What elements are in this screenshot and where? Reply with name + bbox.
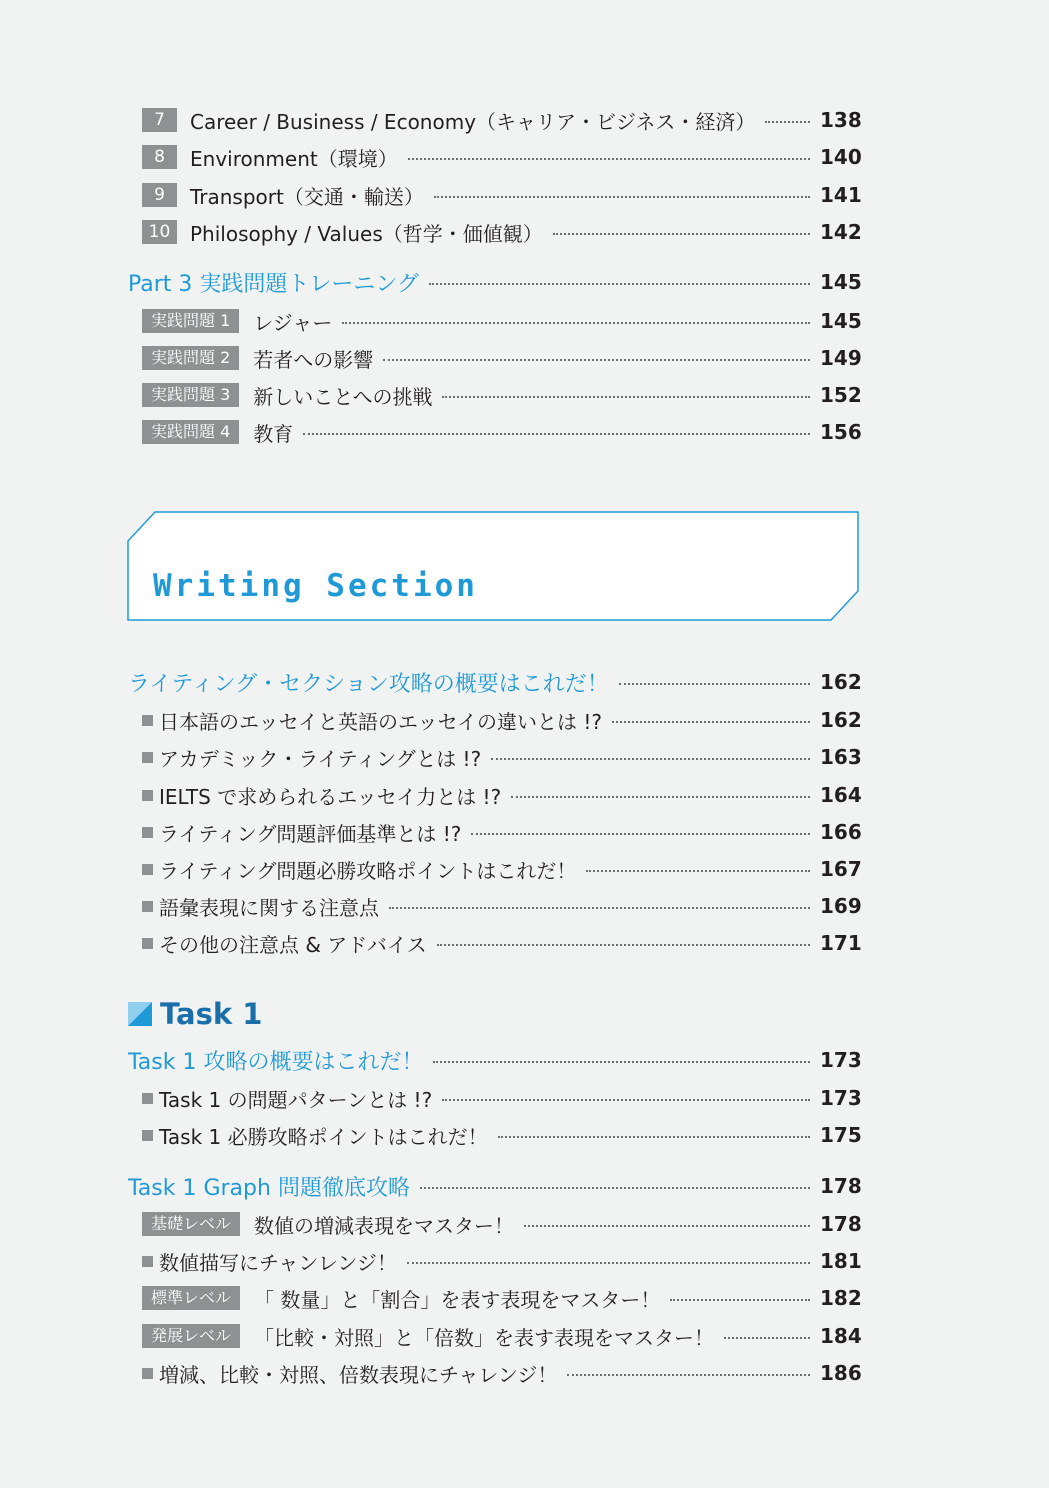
square-bullet-icon: [142, 752, 153, 763]
page-number: 178: [820, 1212, 862, 1236]
section-title: Writing Section: [153, 568, 478, 604]
square-bullet-icon: [142, 938, 153, 949]
dot-leader: [586, 870, 810, 872]
entry-label: Transport（交通・輸送）: [190, 184, 424, 209]
toc-entry[interactable]: [142, 343, 862, 373]
page-number: 178: [820, 1174, 862, 1198]
square-bullet-icon: [142, 1130, 153, 1141]
task1-graph-heading[interactable]: [128, 1171, 862, 1201]
dot-leader: [303, 433, 810, 435]
square-bullet-icon: [142, 715, 153, 726]
task1-overview-heading[interactable]: [128, 1045, 862, 1075]
entry-label: 数値描写にチャンレンジ！: [159, 1250, 397, 1275]
chapter-number: 9: [142, 183, 177, 207]
practice-tag: 実践問題 2: [142, 346, 239, 370]
page-number: 173: [820, 1086, 862, 1110]
entry-label: 「 数量」と「割合」を表す表現をマスター！: [254, 1287, 661, 1312]
dot-leader: [420, 1187, 810, 1189]
toc-entry[interactable]: [142, 1283, 862, 1313]
entry-label: ライティング問題評価基準とは !?: [159, 821, 462, 846]
dot-leader: [389, 907, 810, 909]
toc-entry[interactable]: [142, 105, 862, 135]
toc-entry[interactable]: [142, 1120, 862, 1150]
entry-label: 日本語のエッセイと英語のエッセイの違いとは !?: [159, 709, 602, 734]
heading-label: ライティング・セクション攻略の概要はこれだ！: [128, 671, 609, 697]
entry-label: アカデミック・ライティングとは !?: [159, 746, 482, 771]
page-number: 162: [820, 670, 862, 694]
dot-leader: [429, 283, 810, 285]
dot-leader: [383, 359, 810, 361]
toc-entry[interactable]: [142, 705, 862, 735]
dot-leader: [498, 1136, 810, 1138]
dot-leader: [437, 944, 810, 946]
entry-label: 語彙表現に関する注意点: [159, 895, 379, 920]
toc-entry[interactable]: [142, 180, 862, 210]
practice-tag: 実践問題 1: [142, 309, 239, 333]
dot-leader: [471, 833, 810, 835]
toc-entry[interactable]: [142, 380, 862, 410]
level-tag: 標準レベル: [142, 1286, 240, 1310]
dot-leader: [433, 1061, 810, 1063]
practice-tag: 実践問題 3: [142, 383, 239, 407]
entry-label: 増減、比較・対照、倍数表現にチャレンジ！: [159, 1362, 558, 1387]
heading-label: Task 1 Graph 問題徹底攻略: [128, 1175, 410, 1201]
entry-label: 「比較・対照」と「倍数」を表す表現をマスター！: [254, 1325, 715, 1350]
task1-title-block: [128, 996, 262, 1032]
page-number: 181: [820, 1249, 862, 1273]
entry-label: 数値の増減表現をマスター！: [254, 1213, 515, 1238]
square-bullet-icon: [142, 901, 153, 912]
dot-leader: [524, 1225, 810, 1227]
entry-label: Task 1 の問題パターンとは !?: [159, 1087, 433, 1112]
toc-entry[interactable]: [142, 1358, 862, 1388]
toc-entry[interactable]: [142, 1321, 862, 1351]
page-number: 186: [820, 1361, 862, 1385]
heading-label: Task 1 攻略の概要はこれだ！: [128, 1049, 424, 1075]
page-number: 169: [820, 894, 862, 918]
entry-label: Philosophy / Values（哲学・価値観）: [190, 221, 543, 246]
dot-leader: [407, 1262, 810, 1264]
toc-entry[interactable]: [142, 1246, 862, 1276]
toc-entry[interactable]: [142, 928, 862, 958]
dot-leader: [408, 158, 810, 160]
page-number: 167: [820, 857, 862, 881]
page-number: 149: [820, 346, 862, 370]
toc-entry[interactable]: [142, 817, 862, 847]
toc-entry[interactable]: [142, 217, 862, 247]
page-number: 164: [820, 783, 862, 807]
dot-leader: [511, 796, 810, 798]
dot-leader: [724, 1337, 810, 1339]
page-number: 152: [820, 383, 862, 407]
page-number: 163: [820, 745, 862, 769]
page-number: 173: [820, 1048, 862, 1072]
toc-entry[interactable]: [142, 780, 862, 810]
page-number: 145: [820, 270, 862, 294]
toc-entry[interactable]: [142, 1083, 862, 1113]
square-bullet-icon: [142, 790, 153, 801]
entry-label: ライティング問題必勝攻略ポイントはこれだ！: [159, 858, 577, 883]
square-bullet-icon: [142, 827, 153, 838]
chapter-number: 7: [142, 108, 177, 132]
chapter-number: 10: [142, 220, 177, 244]
entry-label: その他の注意点 & アドバイス: [159, 932, 427, 957]
page-number: 138: [820, 108, 862, 132]
square-bullet-icon: [142, 864, 153, 875]
toc-entry[interactable]: [142, 306, 862, 336]
entry-label: Task 1 必勝攻略ポイントはこれだ！: [159, 1124, 488, 1149]
dot-leader: [612, 721, 810, 723]
entry-label: IELTS で求められるエッセイ力とは !?: [159, 784, 502, 809]
page-number: 141: [820, 183, 862, 207]
level-tag: 発展レベル: [142, 1324, 240, 1348]
page-number: 142: [820, 220, 862, 244]
toc-entry[interactable]: [142, 854, 862, 884]
triangle-square-icon: [128, 1002, 152, 1026]
toc-entry[interactable]: [142, 142, 862, 172]
entry-label: レジャー: [253, 310, 333, 335]
toc-entry[interactable]: [142, 417, 862, 447]
dot-leader: [491, 758, 810, 760]
page-number: 145: [820, 309, 862, 333]
dot-leader: [765, 121, 810, 123]
dot-leader: [553, 233, 810, 235]
heading-label: Part 3 実践問題トレーニング: [128, 271, 419, 297]
entry-label: Career / Business / Economy（キャリア・ビジネス・経済）: [190, 109, 756, 134]
page-number: 171: [820, 931, 862, 955]
dot-leader: [567, 1374, 810, 1376]
part3-heading[interactable]: [128, 267, 862, 297]
dot-leader: [619, 683, 810, 685]
entry-label: Environment（環境）: [190, 146, 398, 171]
task1-title: Task 1: [160, 997, 263, 1031]
page-number: 156: [820, 420, 862, 444]
square-bullet-icon: [142, 1093, 153, 1104]
toc-entry[interactable]: [142, 891, 862, 921]
page-number: 166: [820, 820, 862, 844]
page-number: 162: [820, 708, 862, 732]
square-bullet-icon: [142, 1256, 153, 1267]
page-number: 140: [820, 145, 862, 169]
page-number: 182: [820, 1286, 862, 1310]
dot-leader: [434, 196, 810, 198]
square-bullet-icon: [142, 1368, 153, 1379]
dot-leader: [342, 322, 810, 324]
section-banner-frame: [127, 511, 859, 621]
level-tag: 基礎レベル: [142, 1212, 240, 1236]
entry-label: 新しいことへの挑戦: [253, 384, 433, 409]
page-number: 184: [820, 1324, 862, 1348]
dot-leader: [442, 396, 810, 398]
page-number: 175: [820, 1123, 862, 1147]
toc-entry[interactable]: [142, 742, 862, 772]
entry-label: 若者への影響: [253, 347, 374, 372]
toc-entry[interactable]: [142, 1209, 862, 1239]
writing-heading[interactable]: [128, 667, 862, 697]
entry-label: 教育: [253, 421, 294, 446]
dot-leader: [670, 1299, 810, 1301]
practice-tag: 実践問題 4: [142, 420, 239, 444]
chapter-number: 8: [142, 145, 177, 169]
dot-leader: [442, 1099, 810, 1101]
